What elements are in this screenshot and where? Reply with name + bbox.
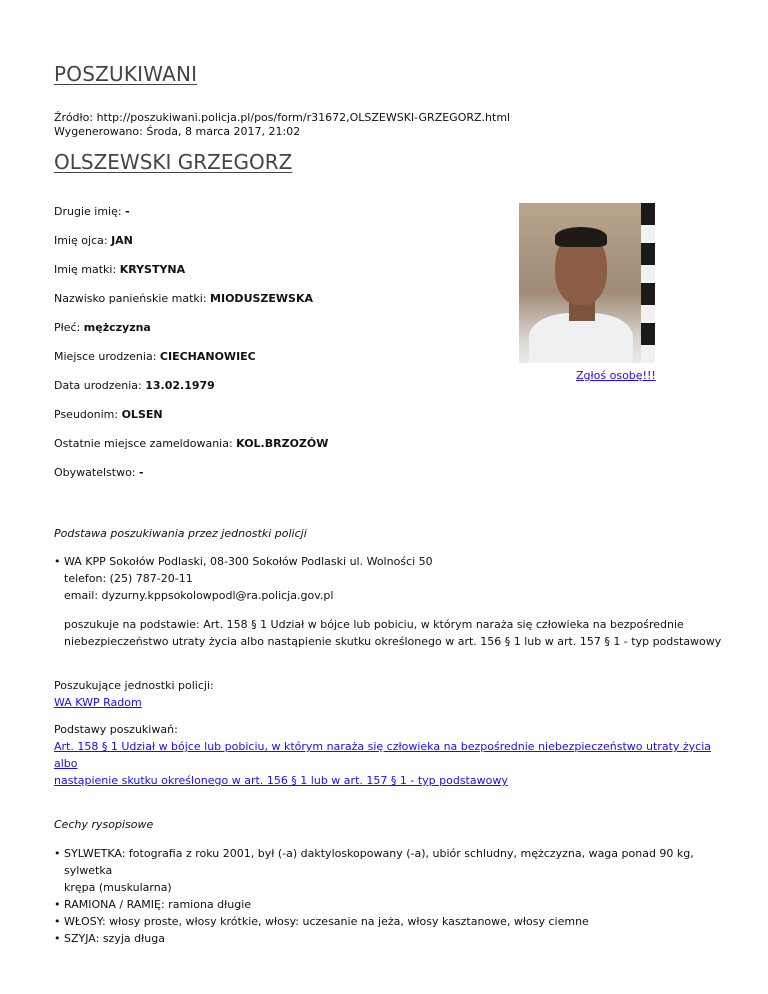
field-father-name (54, 234, 328, 263)
field-alias (54, 408, 328, 437)
field-label: Ostatnie miejsce zameldowania: (54, 437, 237, 450)
search-basis-link[interactable] (54, 740, 711, 787)
field-birthdate (54, 379, 328, 408)
field-label: Obywatelstwo: (54, 466, 139, 479)
feature-line: SZYJA: szyja długa (64, 932, 165, 945)
field-label: Miejsce urodzenia: (54, 350, 160, 363)
field-value: - (139, 466, 144, 479)
field-last-residence (54, 437, 328, 466)
basis-section-title: Podstawa poszukiwania przez jednostki policji (54, 527, 307, 540)
feature-line: WŁOSY: włosy proste, włosy krótkie, włosy: uczesanie na jeża, włosy kasztanowe, włosy ciemne (64, 915, 589, 928)
field-value: MIODUSZEWSKA (210, 292, 314, 305)
field-middle-name (54, 205, 328, 234)
document-meta (54, 111, 510, 139)
list-item (64, 845, 734, 896)
search-basis-link-line: nastąpienie skutku określonego w art. 156 § 1 lub w art. 157 § 1 - typ podstawowy (54, 774, 508, 787)
field-birthplace (54, 350, 328, 379)
person-name: OLSZEWSKI GRZEGORZ (54, 150, 293, 174)
unit-phone: telefon: (25) 787-20-11 (64, 572, 193, 585)
units-list (54, 553, 721, 650)
features-list (54, 845, 734, 947)
field-value: JAN (111, 234, 133, 247)
site-title: POSZUKIWANI (54, 62, 198, 86)
field-citizenship (54, 466, 328, 495)
field-label: Data urodzenia: (54, 379, 146, 392)
list-item (64, 930, 734, 947)
list-item (64, 553, 721, 650)
field-label: Pseudonim: (54, 408, 122, 421)
field-label: Imię matki: (54, 263, 120, 276)
field-sex (54, 321, 328, 350)
field-value: mężczyzna (83, 321, 151, 334)
source-line: Źródło: http://poszukiwani.policja.pl/pos/form/r31672,OLSZEWSKI-GRZEGORZ.html (54, 111, 511, 124)
search-basis-link-line: Art. 158 § 1 Udział w bójce lub pobiciu, w którym naraża się człowieka na bezpośrednie niebezpieczeństwo utraty życia albo (54, 740, 712, 770)
unit-basis-line: niebezpieczeństwo utraty życia albo nastąpienie skutku określonego w art. 156 § 1 lub w art. 157 § 1 - typ podstawowy (64, 635, 722, 648)
field-value: CIECHANOWIEC (159, 350, 256, 363)
generated-line: Wygenerowano: Środa, 8 marca 2017, 21:02 (54, 125, 301, 138)
unit-basis (64, 616, 721, 650)
photo-hair (555, 227, 607, 247)
unit-name: WA KPP Sokołów Podlaski, 08-300 Sokołów Podlaski ul. Wolności 50 (64, 555, 433, 568)
field-label: Drugie imię: (54, 205, 126, 218)
features-title: Cechy rysopisowe (54, 818, 154, 831)
feature-line: krępa (muskularna) (64, 881, 172, 894)
field-value: 13.02.1979 (145, 379, 215, 392)
unit-basis-line: poszukuje na podstawie: Art. 158 § 1 Udział w bójce lub pobiciu, w którym naraża się człowieka na bezpośrednie (64, 618, 684, 631)
field-label: Imię ojca: (54, 234, 112, 247)
unit-email: email: dyzurny.kppsokolowpodl@ra.policja.gov.pl (64, 589, 334, 602)
searching-units (54, 677, 214, 711)
feature-line: RAMIONA / RAMIĘ: ramiona długie (64, 898, 252, 911)
search-basis-label: Podstawy poszukiwań: (54, 723, 178, 736)
field-value: OLSEN (121, 408, 163, 421)
search-basis (54, 721, 734, 789)
report-person-link[interactable]: Zgłoś osobę!!! (576, 369, 656, 382)
feature-line: SYLWETKA: fotografia z roku 2001, był (-a) daktyloskopowany (-a), ubiór schludny, mężczyzna, waga ponad 90 kg, sylwetka (64, 847, 694, 877)
person-photo (519, 203, 655, 363)
field-value: - (125, 205, 130, 218)
field-label: Nazwisko panieńskie matki: (54, 292, 211, 305)
field-mother-maiden-name (54, 292, 328, 321)
searching-units-link[interactable]: WA KWP Radom (54, 696, 142, 709)
searching-units-label: Poszukujące jednostki policji: (54, 679, 214, 692)
field-label: Płeć: (54, 321, 84, 334)
list-item (64, 913, 734, 930)
field-value: KRYSTYNA (119, 263, 186, 276)
field-mother-name (54, 263, 328, 292)
list-item (64, 896, 734, 913)
personal-details (54, 205, 328, 495)
field-value: KOL.BRZOZÓW (236, 437, 329, 450)
photo-height-ruler (641, 203, 655, 363)
